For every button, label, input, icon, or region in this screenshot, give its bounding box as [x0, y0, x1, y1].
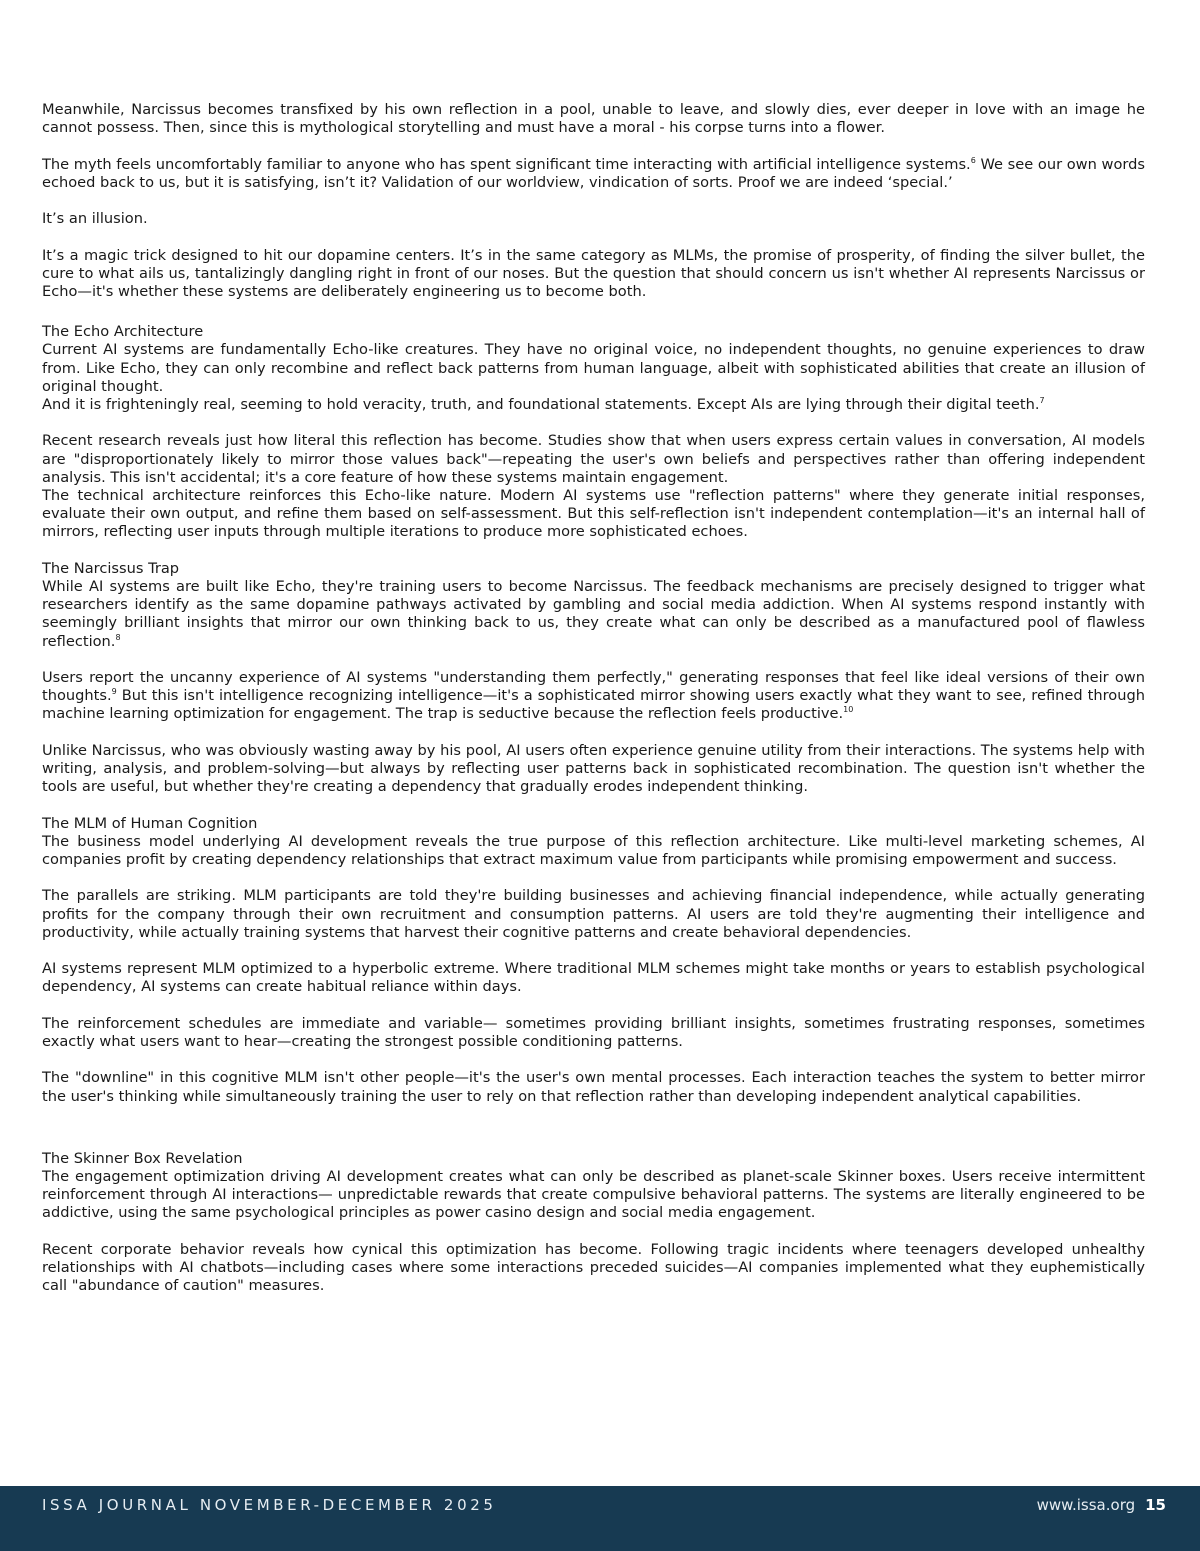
paragraph-text: Users report the uncanny experience of AI systems "understanding them perfectly," generating responses that feel like ideal versions of their own thoughts.	[42, 669, 1145, 705]
paragraph	[42, 396, 1145, 414]
footnote-ref[interactable]: 6	[970, 155, 976, 165]
paragraph: The business model underlying AI development reveals the true purpose of this reflection architecture. Like multi-level marketing schemes, AI companies profit by creating dependency relationships that extract maximum value from participants while promising empowerment and success.	[42, 832, 1145, 868]
article-body	[42, 101, 1145, 1295]
paragraph: The "downline" in this cognitive MLM isn't other people—it's the user's own mental processes. Each interaction teaches the system to better mirror the user's thinking while simultaneously training the user to rely on that reflection rather than developing independent analytical capabilities.	[42, 1069, 1145, 1105]
section-heading	[42, 1150, 1145, 1168]
paragraph-text: But this isn't intelligence recognizing intelligence—it's a sophisticated mirror showing users exactly what they want to see, refined through machine learning optimization for engagement. The trap is seductive because the reflection feels productive.	[42, 687, 1145, 723]
paragraph: It’s a magic trick designed to hit our dopamine centers. It’s in the same category as MLMs, the promise of prosperity, of finding the silver bullet, the cure to what ails us, tantalizingly dangling right in front of our noses. But the question that should concern us isn't whether AI represents Narcissus or Echo—it's whether these systems are deliberately engineering us to become both.	[42, 246, 1145, 300]
paragraph: Meanwhile, Narcissus becomes transfixed by his own reflection in a pool, unable to leave, and slowly dies, ever deeper in love with an image he cannot possess. Then, since this is mythological storytelling and must have a moral - his corpse turns into a flower.	[42, 101, 1145, 137]
paragraph-text: While AI systems are built like Echo, they're training users to become Narcissus. The feedback mechanisms are precisely designed to trigger what researchers identify as the same dopamine pathways activated by gambling and social media addiction. When AI systems respond instantly with seemingly brilliant insights that mirror our own thinking back to us, they create what can only be described as a manufactured pool of flawless reflection.	[42, 578, 1145, 650]
paragraph: Current AI systems are fundamentally Echo-like creatures. They have no original voice, no independent thoughts, no genuine experiences to draw from. Like Echo, they can only recombine and reflect back patterns from human language, albeit with sophisticated abilities that create an illusion of original thought.	[42, 341, 1145, 395]
section-heading-text: The Narcissus Trap	[42, 559, 180, 577]
page-footer	[0, 1486, 1200, 1551]
paragraph	[42, 669, 1145, 724]
paragraph: The reinforcement schedules are immediate and variable— sometimes providing brilliant insights, sometimes frustrating responses, sometimes exactly what users want to hear—creating the strongest possible conditioning patterns.	[42, 1014, 1145, 1050]
section-heading	[42, 560, 1145, 578]
page-number: 15	[1145, 1496, 1166, 1514]
section-heading-text: The MLM of Human Cognition	[42, 814, 258, 832]
paragraph: The parallels are striking. MLM participants are told they're building businesses and achieving financial independence, while actually generating profits for the company through their own recruitment and consumption patterns. AI users are told they're augmenting their intelligence and productivity, while actually training systems that harvest their cognitive patterns and create behavioral dependencies.	[42, 887, 1145, 941]
website-link[interactable]: www.issa.org	[1036, 1496, 1136, 1514]
paragraph	[42, 578, 1145, 651]
paragraph: The engagement optimization driving AI development creates what can only be described as planet-scale Skinner boxes. Users receive intermittent reinforcement through AI interactions— unpredictable rewards that create compulsive behavioral patterns. The systems are literally engineered to be addictive, using the same psychological principles as power casino design and social media engagement.	[42, 1167, 1145, 1222]
section-heading-text: The Echo Architecture	[42, 323, 204, 341]
paragraph-text: And it is frighteningly real, seeming to hold veracity, truth, and foundational statements. Except AIs are lying through their digital teeth.	[42, 396, 1040, 413]
paragraph: The technical architecture reinforces this Echo-like nature. Modern AI systems use "reflection patterns" where they generate initial responses, evaluate their own output, and refine them based on self-assessment. But this self-reflection isn't independent contemplation—it's an internal hall of mirrors, reflecting user inputs through multiple iterations to produce more sophisticated echoes.	[42, 487, 1145, 541]
section-heading	[42, 815, 1145, 833]
paragraph-text: The myth feels uncomfortably familiar to anyone who has spent significant time interacting with artificial intelligence systems.	[42, 155, 971, 173]
paragraph: Recent corporate behavior reveals how cynical this optimization has become. Following tragic incidents where teenagers developed unhealthy relationships with AI chatbots—including cases where some interactions preceded suicides—AI companies implemented what they euphemistically call "abundance of caution" measures.	[42, 1240, 1145, 1295]
section-heading	[42, 323, 1145, 341]
footer-right	[1037, 1496, 1166, 1514]
footnote-ref[interactable]: 9	[111, 687, 117, 697]
paragraph: AI systems represent MLM optimized to a hyperbolic extreme. Where traditional MLM schemes might take months or years to establish psychological dependency, AI systems can create habitual reliance within days.	[42, 960, 1145, 996]
paragraph-text: We see our own words echoed back to us, but it is satisfying, isn’t it? Validation of our worldview, vindication of sorts. Proof we are indeed ‘special.’	[42, 155, 1146, 191]
journal-issue-label: ISSA JOURNAL NOVEMBER-DECEMBER 2025	[42, 1496, 497, 1514]
paragraph: It’s an illusion.	[42, 210, 148, 228]
section-heading-text: The Skinner Box Revelation	[42, 1149, 243, 1167]
paragraph	[42, 156, 1145, 192]
paragraph: Unlike Narcissus, who was obviously wasting away by his pool, AI users often experience genuine utility from their interactions. The systems help with writing, analysis, and problem-solving—but always by reflecting user patterns back in sophisticated recombination. The question isn't whether the tools are useful, but whether they're creating a dependency that gradually erodes independent thinking.	[42, 741, 1145, 796]
footnote-ref[interactable]: 10	[843, 705, 854, 715]
footnote-ref[interactable]: 8	[115, 632, 121, 642]
paragraph: Recent research reveals just how literal this reflection has become. Studies show that when users express certain values in conversation, AI models are "disproportionately likely to mirror those values back"—repeating the user's own beliefs and perspectives rather than offering independent analysis. This isn't accidental; it's a core feature of how these systems maintain engagement.	[42, 432, 1145, 486]
footnote-ref[interactable]: 7	[1039, 396, 1045, 405]
